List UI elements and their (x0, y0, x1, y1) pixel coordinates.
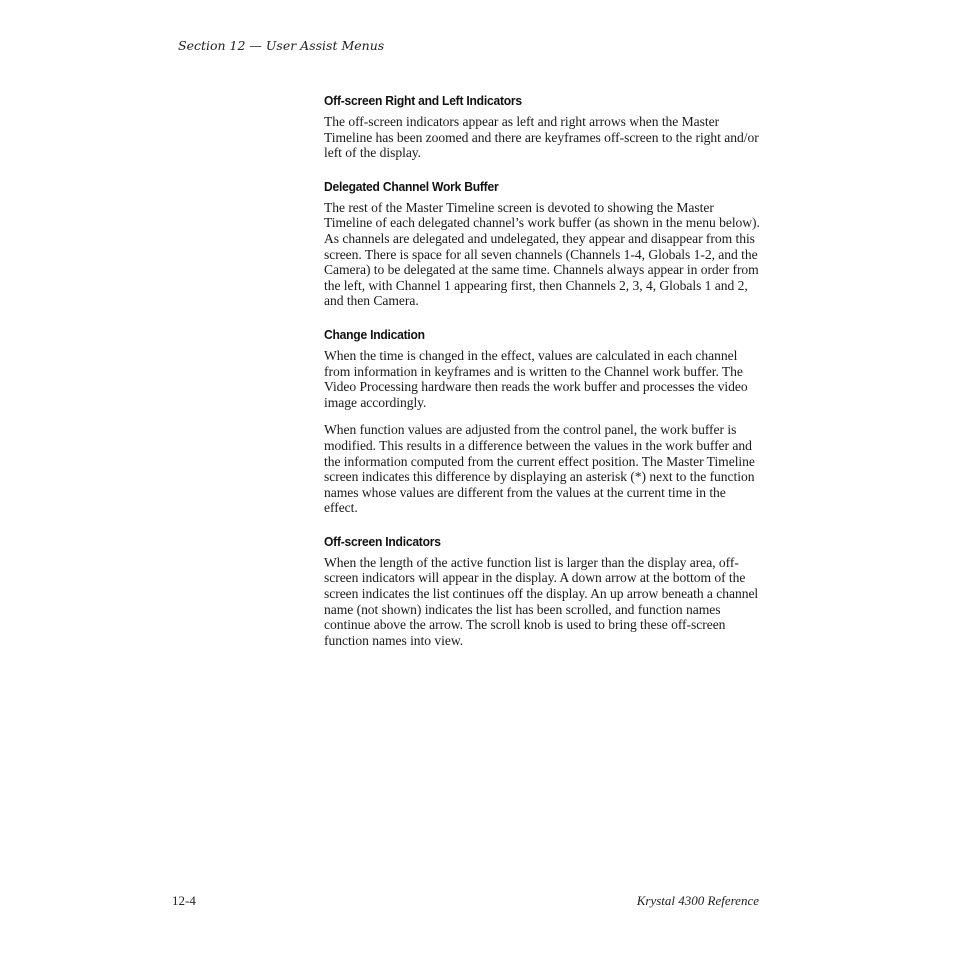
section-offscreen-indicators (324, 533, 760, 649)
body-paragraph: The rest of the Master Timeline screen is devoted to showing the Master Timeline of each delegated channel’s work buffer (as shown in the menu below). As channels are delegated and undelegated, they appear and disappear from this screen. There is space for all seven channels (Channels 1-4, Globals 1-2, and the Camera) to be delegated at the same time. Channels always appear in order from the left, with Channel 1 appearing first, then Channels 2, 3, 4, Globals 1 and 2, and then Camera. (324, 199, 760, 309)
body-paragraph: When the length of the active function list is larger than the display area, off-screen indicators will appear in the display. A down arrow at the bottom of the screen indicates the list continues off the display. An up arrow beneath a channel name (not shown) indicates the list has been scrolled, and function names continue above the arrow. The scroll knob is used to bring these off-screen function names into view. (324, 554, 759, 648)
section-delegated-channel-work-buffer (324, 178, 760, 309)
section-heading: Off-screen Indicators (324, 533, 441, 549)
running-head: Section 12 — User Assist Menus (178, 38, 385, 53)
section-change-indication (324, 326, 760, 516)
section-heading: Change Indication (324, 326, 425, 342)
page-body (324, 92, 760, 648)
section-offscreen-right-left (324, 92, 760, 161)
body-paragraph: When the time is changed in the effect, values are calculated in each channel from information in keyframes and is written to the Channel work buffer. The Video Processing hardware then reads the work buffer and processes the video image accordingly. (324, 347, 748, 410)
section-heading: Off-screen Right and Left Indicators (324, 93, 522, 108)
body-paragraph: When function values are adjusted from the control panel, the work buffer is modified. This results in a difference between the values in the work buffer and the information computed from the current effect position. The Master Timeline screen indicates this difference by displaying an asterisk (*) next to the function names whose values are different from the values at the current time in the effect. (324, 422, 755, 516)
section-heading: Delegated Channel Work Buffer (324, 178, 499, 194)
page-number: 12-4 (172, 893, 196, 908)
body-paragraph: The off-screen indicators appear as left and right arrows when the Master Timeline has been zoomed and there are keyframes off-screen to the right and/or left of the display. (324, 114, 759, 161)
book-title: Krystal 4300 Reference (636, 893, 759, 908)
